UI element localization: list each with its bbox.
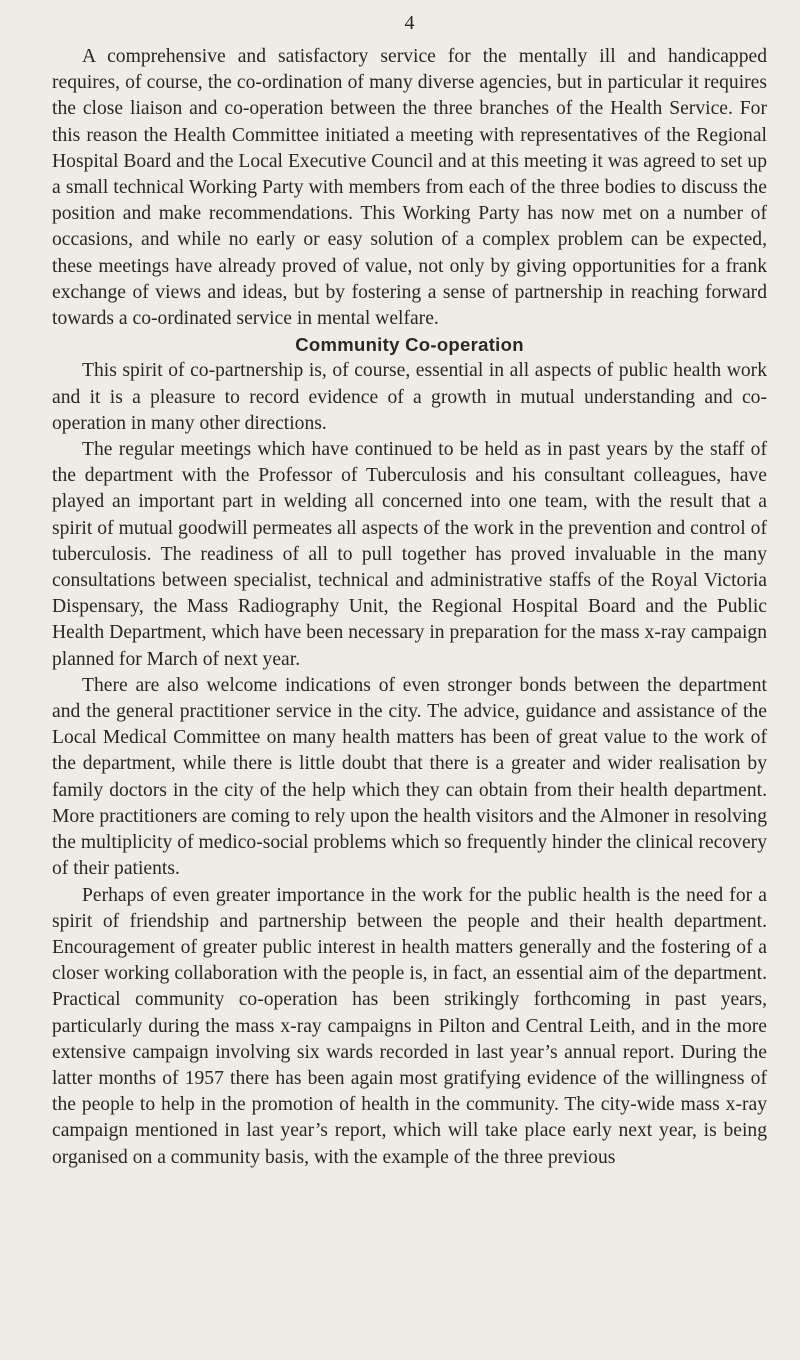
- body-paragraph-1: This spirit of co-partnership is, of course, essential in all aspects of public health work and it is a pleasure to record evidence of a growth in mutual understanding and co-operation in many other directions.: [52, 360, 767, 434]
- body-paragraph-2: The regular meetings which have continued to be held as in past years by the staff of the department with the Professor of Tuberculosis and his consultant colleagues, have played an important part in welding all concerned into one team, with the result that a spirit of mutual goodwill permeates all aspects of the work in the prevention and control of tuberculosis. The readiness of all to pull together has proved invaluable in the many consultations between specialist, technical and administrative staffs of the Royal Victoria Dispensary, the Mass Radiography Unit, the Regional Hospital Board and the Public Health Department, which have been necessary in preparation for the mass x-ray campaign planned for March of next year.: [52, 439, 767, 670]
- section-heading: Community Co-operation: [295, 334, 524, 356]
- body-paragraph-4: Perhaps of even greater importance in the work for the public health is the need for a spirit of friendship and partnership between the people and their health department. Encouragement of greater public interest in health matters generally and the fostering of a closer working collaboration with the people is, in fact, an essential aim of the department. Practical community co-operation has been strikingly forthcoming in past years, particularly during the mass x-ray campaigns in Pilton and Central Leith, and in the more extensive campaign involving six wards recorded in last year’s annual report. During the latter months of 1957 there has been again most gratifying evidence of the willingness of the people to help in the promotion of health in the community. The city-wide mass x-ray campaign mentioned in last year’s report, which will take place early next year, is being organised on a community basis, with the example of the three previous: [52, 884, 767, 1168]
- body-paragraph-3: There are also welcome indications of even stronger bonds between the department and the general practitioner service in the city. The advice, guidance and assistance of the Local Medical Committee on many health matters has been of great value to the work of the department, while there is little doubt that there is a greater and wider realisation by family doctors in the city of the help which they can obtain from their health department. More practitioners are coming to rely upon the health visitors and the Almoner in resolving the multiplicity of medico-social problems which so frequently hinder the clinical recovery of their patients.: [52, 674, 767, 880]
- intro-paragraph: A comprehensive and satisfactory service for the mentally ill and handicapped requires, of course, the co-ordination of many diverse agencies, but in particular it requires the close liaison and co-operation between the three branches of the Health Service. For this reason the Health Committee initiated a meeting with representatives of the Regional Hospital Board and the Local Executive Council and at this meeting it was agreed to set up a small technical Working Party with members from each of the three bodies to discuss the position and make recommendations. This Working Party has now met on a number of occasions, and while no early or easy solution of a complex problem can be expected, these meetings have already proved of value, not only by giving opportunities for a frank exchange of views and ideas, but by fostering a sense of partnership in reaching forward towards a co-ordinated service in mental welfare.: [52, 46, 767, 330]
- page-number: 4: [404, 12, 415, 34]
